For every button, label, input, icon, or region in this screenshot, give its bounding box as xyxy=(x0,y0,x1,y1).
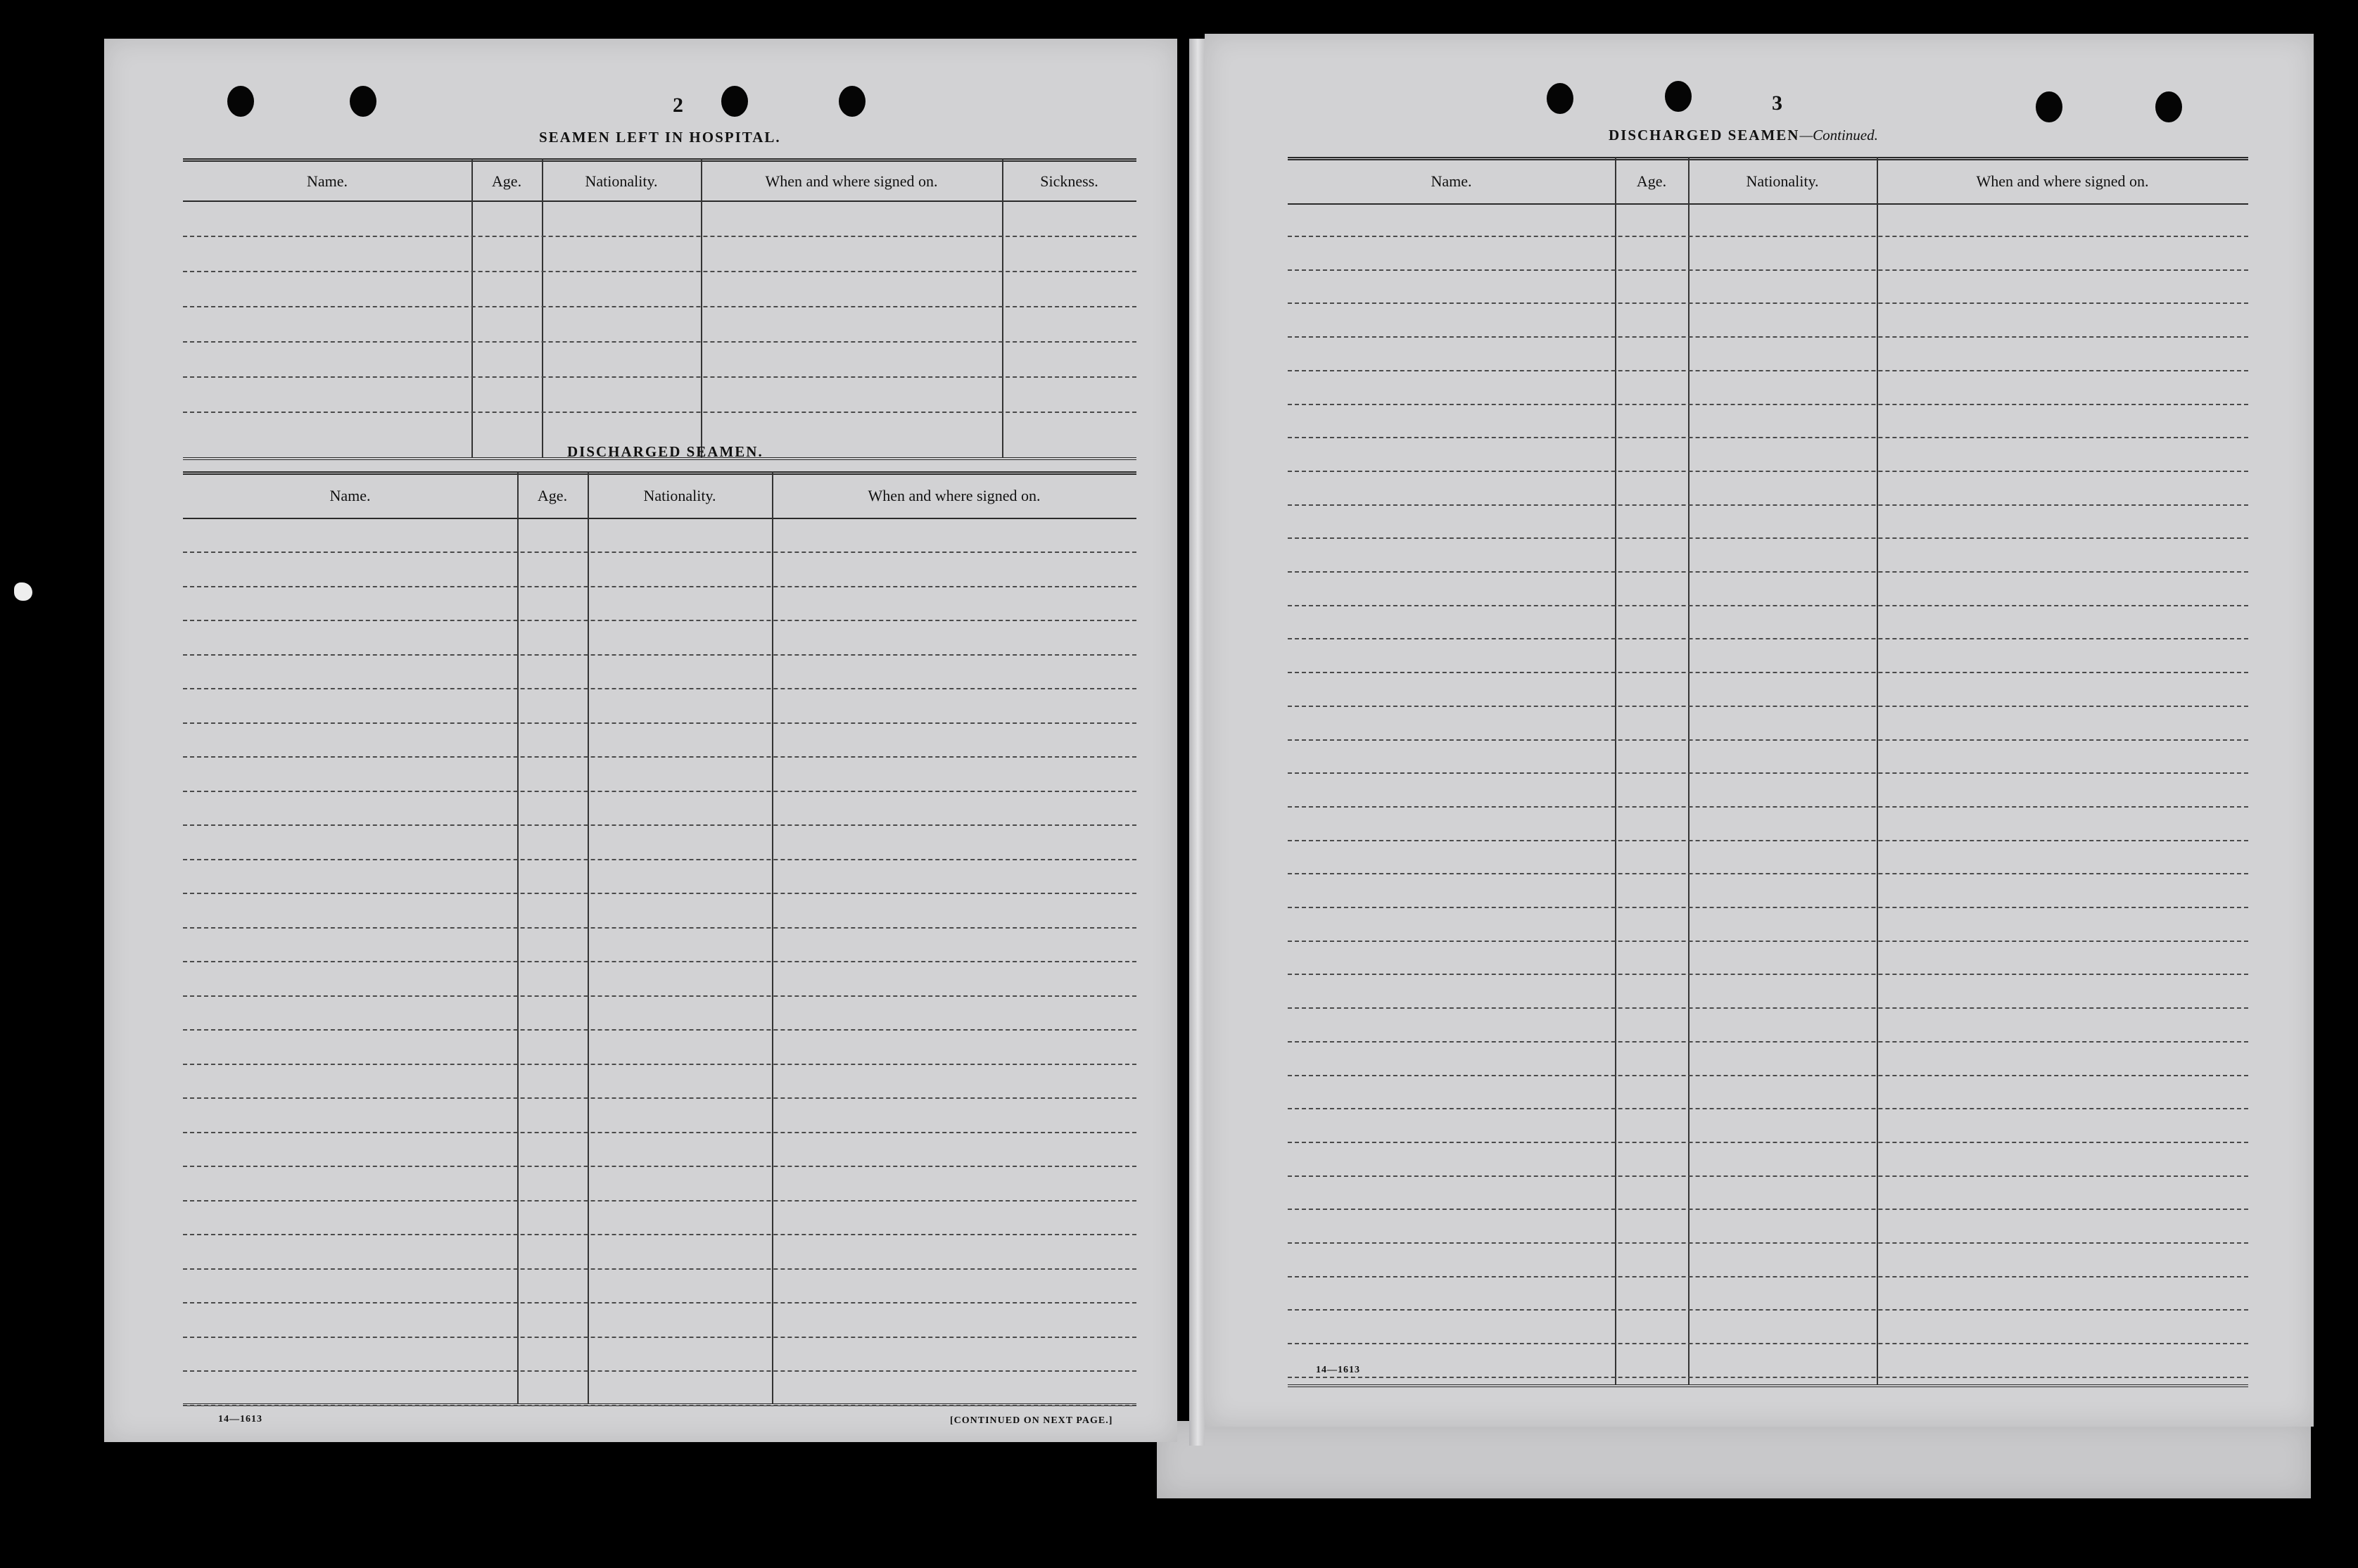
table-row xyxy=(1288,605,2248,606)
punch-hole xyxy=(2155,91,2182,122)
table-row xyxy=(183,927,1136,929)
table-row xyxy=(1288,1343,2248,1344)
table-row xyxy=(183,412,1136,413)
form-code: 14—1613 xyxy=(1316,1365,1360,1375)
table-row xyxy=(1288,302,2248,304)
form-code: 14—1613 xyxy=(218,1414,262,1424)
table-row xyxy=(1288,404,2248,405)
table-row xyxy=(1288,772,2248,774)
table-row xyxy=(183,756,1136,758)
table-row xyxy=(1288,1377,2248,1378)
col-header-name: Name. xyxy=(329,487,371,504)
table-row xyxy=(183,1200,1136,1202)
table-row xyxy=(183,306,1136,307)
table-row xyxy=(1288,370,2248,371)
col-header-age: Age. xyxy=(491,172,522,190)
hospital-section-title: SEAMEN LEFT IN HOSPITAL. xyxy=(539,129,781,146)
table-row xyxy=(1288,873,2248,874)
table-row xyxy=(1288,1142,2248,1143)
table-row xyxy=(1288,1108,2248,1109)
table-row xyxy=(183,824,1136,826)
table-row xyxy=(1288,1075,2248,1076)
table-row xyxy=(183,1268,1136,1270)
table-row xyxy=(1288,1209,2248,1210)
table-row xyxy=(183,1166,1136,1167)
table-row xyxy=(1288,739,2248,741)
table-row xyxy=(183,688,1136,689)
discharged-section-title: DISCHARGED SEAMEN. xyxy=(567,443,763,460)
discharged-continued-title-suffix: —Continued. xyxy=(1799,127,1878,144)
table-row xyxy=(183,859,1136,860)
table-row xyxy=(183,995,1136,997)
page-number-left: 2 xyxy=(673,94,683,117)
table-row xyxy=(1288,504,2248,506)
punch-hole xyxy=(2036,91,2062,122)
table-row xyxy=(183,1370,1136,1372)
table-row xyxy=(183,1097,1136,1099)
table-row xyxy=(1288,1242,2248,1244)
table-row xyxy=(1288,907,2248,908)
table-row xyxy=(183,961,1136,962)
col-header-signed-on: When and where signed on. xyxy=(868,487,1041,504)
table-row xyxy=(1288,840,2248,841)
table-row xyxy=(1288,1007,2248,1009)
punch-hole xyxy=(1547,83,1573,114)
punch-hole xyxy=(350,86,376,117)
table-row xyxy=(183,341,1136,343)
table-row xyxy=(183,1132,1136,1133)
table-row xyxy=(183,620,1136,621)
table-row xyxy=(183,654,1136,656)
table-row xyxy=(1288,706,2248,707)
table-row xyxy=(183,271,1136,272)
table-row xyxy=(1288,471,2248,472)
left-page xyxy=(104,39,1177,1442)
table-row xyxy=(183,1302,1136,1304)
discharged-continued-title-main: DISCHARGED SEAMEN xyxy=(1609,127,1800,144)
col-header-age: Age. xyxy=(1636,172,1667,190)
col-header-name: Name. xyxy=(1431,172,1472,190)
page-number-right: 3 xyxy=(1772,91,1782,115)
punch-hole xyxy=(839,86,866,117)
punch-hole xyxy=(227,86,254,117)
col-header-nationality: Nationality. xyxy=(1746,172,1819,190)
table-row xyxy=(1288,336,2248,338)
table-row xyxy=(1288,1041,2248,1043)
table-row xyxy=(183,552,1136,553)
table-row xyxy=(1288,974,2248,975)
table-row xyxy=(183,893,1136,894)
col-header-signed-on: When and where signed on. xyxy=(765,172,938,190)
col-header-nationality: Nationality. xyxy=(643,487,716,504)
hospital-table xyxy=(183,158,1136,461)
table-row xyxy=(1288,236,2248,237)
col-header-signed-on: When and where signed on. xyxy=(1976,172,2149,190)
table-row xyxy=(1288,437,2248,438)
table-row xyxy=(183,376,1136,378)
table-row xyxy=(183,1234,1136,1235)
col-header-sickness: Sickness. xyxy=(1040,172,1098,190)
table-row xyxy=(1288,638,2248,639)
right-page xyxy=(1205,34,2314,1427)
table-row xyxy=(183,1029,1136,1031)
table-row xyxy=(183,1064,1136,1065)
table-row xyxy=(183,1337,1136,1338)
discharged-continued-table xyxy=(1288,157,2248,1391)
table-row xyxy=(1288,571,2248,573)
table-row xyxy=(1288,941,2248,942)
table-row xyxy=(1288,1276,2248,1277)
table-row xyxy=(1288,806,2248,808)
col-header-nationality: Nationality. xyxy=(585,172,658,190)
table-row xyxy=(1288,1309,2248,1311)
paper-fragment xyxy=(14,582,32,601)
col-header-age: Age. xyxy=(537,487,568,504)
table-row xyxy=(1288,269,2248,271)
table-row xyxy=(183,236,1136,237)
underlying-sheet xyxy=(1157,1421,2311,1498)
punch-hole xyxy=(1665,81,1692,112)
punch-hole xyxy=(721,86,748,117)
table-row xyxy=(183,586,1136,587)
col-header-name: Name. xyxy=(306,172,348,190)
discharged-table xyxy=(183,471,1136,1410)
table-row xyxy=(1288,1175,2248,1177)
table-row xyxy=(1288,537,2248,539)
table-row xyxy=(183,1405,1136,1406)
table-row xyxy=(183,722,1136,724)
page-crease xyxy=(1189,39,1205,1446)
discharged-continued-title xyxy=(1609,127,1878,144)
table-row xyxy=(183,791,1136,792)
continued-note: [CONTINUED ON NEXT PAGE.] xyxy=(950,1415,1113,1426)
table-row xyxy=(1288,672,2248,673)
